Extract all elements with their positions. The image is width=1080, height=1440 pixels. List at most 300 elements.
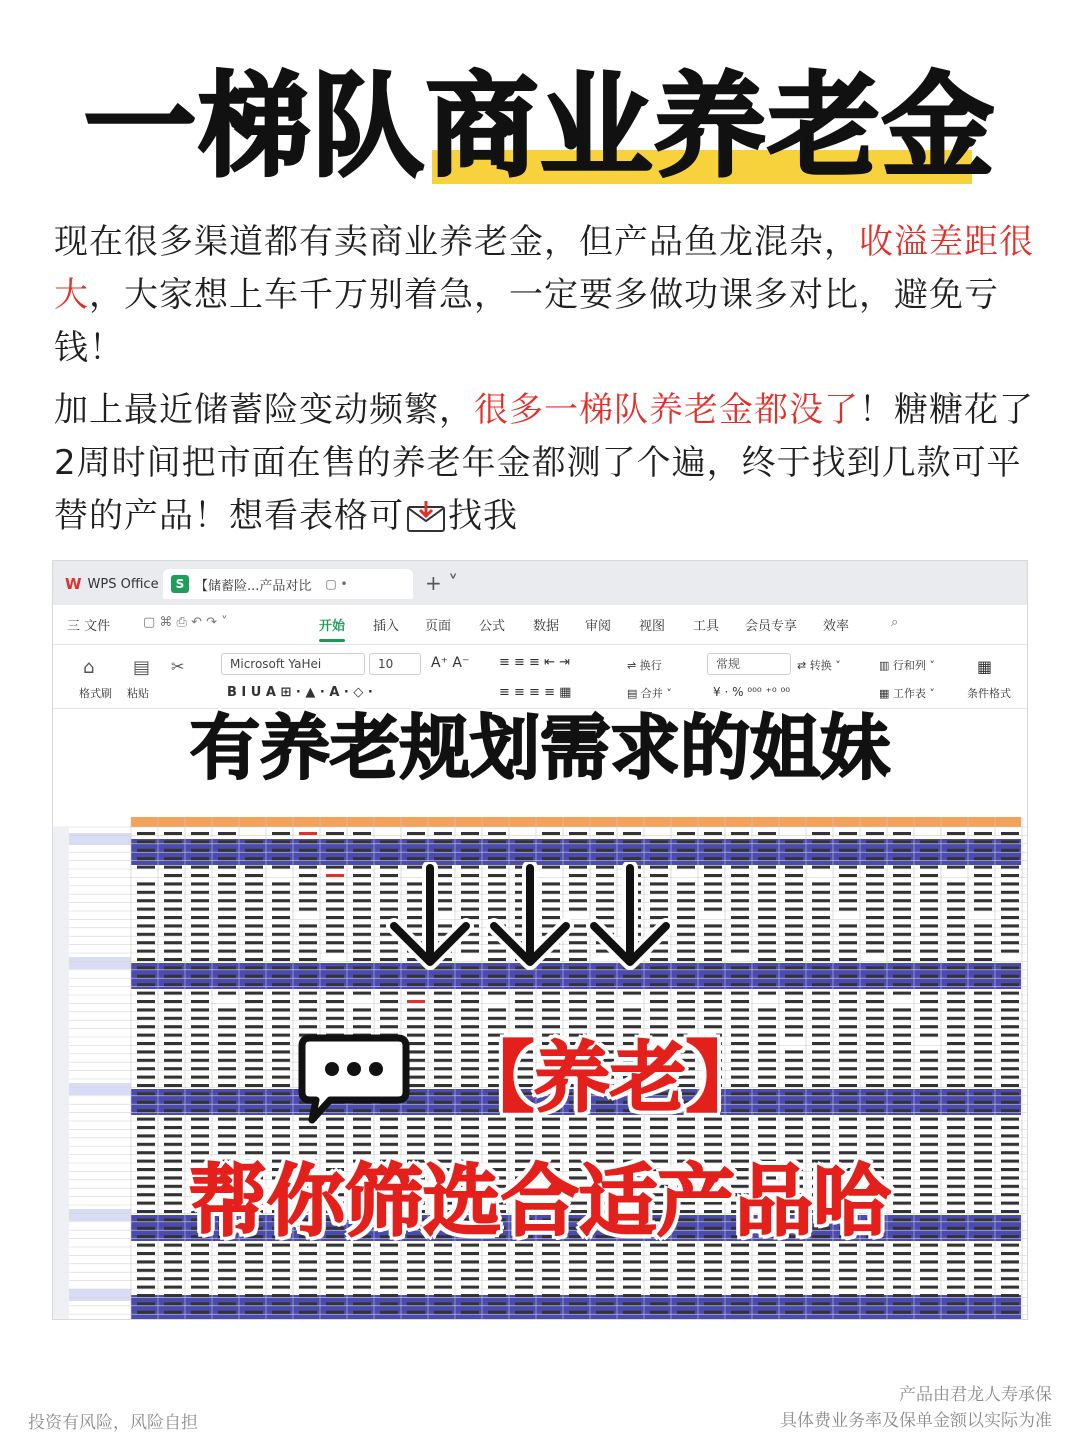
grid-cell-mark: [515, 1286, 533, 1289]
grid-cell-mark: [353, 975, 371, 978]
grid-cell-mark: [731, 950, 749, 953]
menu-view[interactable]: 视图: [639, 619, 666, 634]
grid-cell-mark: [731, 1319, 749, 1320]
grid-cell-mark: [974, 1269, 992, 1272]
grid-cell-mark: [839, 1042, 857, 1045]
grid-cell-mark: [947, 1101, 965, 1104]
grid-cell-mark: [137, 1311, 155, 1314]
grid-cell-mark: [326, 882, 344, 885]
grid-cell-mark: [650, 1143, 668, 1146]
grid-cell-mark: [407, 1302, 425, 1305]
grid-cell-mark: [893, 1118, 911, 1121]
font-size-select[interactable]: [369, 653, 421, 675]
number-style-icons[interactable]: ¥ · % ⁰⁰⁰ ⁺⁰ ⁰⁰: [713, 685, 791, 699]
grid-cell-mark: [569, 1126, 587, 1129]
grid-cell-mark: [191, 908, 209, 911]
worksheet-label: 工作表: [892, 687, 926, 700]
grid-cell-mark: [569, 1008, 587, 1011]
grid-cell-mark: [893, 1059, 911, 1062]
grid-cell-mark: [947, 1269, 965, 1272]
menu-tools[interactable]: 工具: [693, 619, 720, 634]
grid-cell-mark: [812, 1286, 830, 1289]
grid-cell-mark: [1001, 924, 1019, 927]
grid-cell-mark: [326, 1126, 344, 1129]
grid-cell-mark: [218, 1092, 236, 1095]
grid-cell-mark: [299, 924, 317, 927]
grid-cell-mark: [650, 1134, 668, 1137]
grid-cell-mark: [704, 1302, 722, 1305]
grid-cell-mark: [137, 1101, 155, 1104]
grid-cell-mark: [920, 1017, 938, 1020]
grid-cell-mark: [947, 1025, 965, 1028]
font-size-value: 10: [378, 657, 394, 671]
grid-cell-mark: [515, 857, 533, 860]
grid-cell-mark: [164, 1109, 182, 1112]
grid-cell-mark: [974, 1118, 992, 1121]
grid-cell-mark: [785, 966, 803, 969]
grid-cell-mark: [947, 1050, 965, 1053]
grid-cell-mark: [920, 941, 938, 944]
grid-cell-mark: [839, 1067, 857, 1070]
grid-cell-mark: [947, 975, 965, 978]
grid-cell-mark: [758, 1294, 776, 1297]
grid-cell-mark: [947, 1260, 965, 1263]
grid-cell-mark: [515, 1302, 533, 1305]
grid-cell-mark: [299, 1302, 317, 1305]
grid-cell-mark: [191, 924, 209, 927]
grid-cell-mark: [461, 1025, 479, 1028]
grid-cell-mark: [488, 849, 506, 852]
grid-cell-mark: [758, 874, 776, 877]
grid-cell-mark: [218, 1025, 236, 1028]
menu-insert[interactable]: 插入: [373, 619, 400, 634]
grid-cell-mark: [353, 1260, 371, 1263]
grid-cell-mark: [218, 1042, 236, 1045]
grid-cell-mark: [299, 1143, 317, 1146]
menu-member[interactable]: 会员专享: [745, 619, 798, 634]
grid-cell-mark: [650, 1302, 668, 1305]
grid-cell-mark: [353, 958, 371, 961]
grid-cell-mark: [947, 1092, 965, 1095]
grid-cell-mark: [488, 1008, 506, 1011]
grid-cell-mark: [947, 857, 965, 860]
tab-wps-home[interactable]: [65, 569, 159, 599]
grid-cell-mark: [731, 840, 749, 843]
grid-cell-mark: [731, 1302, 749, 1305]
grid-cell-mark: [974, 1294, 992, 1297]
grid-cell-mark: [920, 1059, 938, 1062]
grid-cell-mark: [974, 1042, 992, 1045]
grid-cell-mark: [947, 882, 965, 885]
grid-cell-mark: [920, 966, 938, 969]
grid-cell-mark: [704, 966, 722, 969]
grid-cell-mark: [704, 899, 722, 902]
grid-cell-mark: [164, 924, 182, 927]
font-grow-icon[interactable]: A⁺ A⁻: [431, 655, 470, 671]
grid-cell-mark: [272, 857, 290, 860]
new-tab-icon[interactable]: + ˅: [425, 571, 459, 595]
grid-cell-mark: [839, 1286, 857, 1289]
grid-cell-mark: [758, 1008, 776, 1011]
grid-cell-mark: [164, 975, 182, 978]
grid-cell-mark: [731, 983, 749, 986]
grid-cell-mark: [191, 1269, 209, 1272]
grid-cell-mark: [677, 1008, 695, 1011]
grid-cell-mark: [137, 1118, 155, 1121]
grid-cell-mark: [488, 1143, 506, 1146]
grid-cell-mark: [893, 849, 911, 852]
grid-cell-mark: [164, 1118, 182, 1121]
grid-cell-mark: [731, 933, 749, 936]
grid-cell-mark: [137, 1143, 155, 1146]
grid-cell-mark: [272, 1311, 290, 1314]
grid-cell-mark: [704, 1000, 722, 1003]
grid-cell-mark: [731, 874, 749, 877]
grid-cell-mark: [164, 916, 182, 919]
grid-cell-mark: [191, 941, 209, 944]
grid-cell-mark: [353, 1143, 371, 1146]
menu-file[interactable]: 三 文件: [67, 619, 111, 634]
grid-cell-mark: [974, 1000, 992, 1003]
grid-cell-mark: [488, 1260, 506, 1263]
grid-cell-mark: [839, 950, 857, 953]
grid-cell-mark: [245, 840, 263, 843]
grid-cell-mark: [920, 1319, 938, 1320]
grid-cell-mark: [758, 933, 776, 936]
grid-cell-mark: [569, 849, 587, 852]
grid-cell-mark: [839, 899, 857, 902]
grid-cell-mark: [650, 840, 668, 843]
grid-cell-mark: [758, 1319, 776, 1320]
grid-cell-mark: [947, 1076, 965, 1079]
grid-cell-mark: [326, 849, 344, 852]
grid-cell-mark: [893, 1092, 911, 1095]
grid-cell-mark: [650, 1319, 668, 1320]
grid-cell-mark: [596, 1269, 614, 1272]
grid-cell-mark: [164, 849, 182, 852]
grid-cell-mark: [407, 992, 425, 995]
grid-cell-mark: [758, 924, 776, 927]
grid-cell-mark: [515, 1143, 533, 1146]
grid-cell-mark: [704, 1294, 722, 1297]
grid-cell-mark: [326, 992, 344, 995]
grid-cell-mark: [974, 832, 992, 835]
grid-cell-mark: [569, 1143, 587, 1146]
intro-p2-highlight: 很多一梯队养老金都没了: [474, 390, 859, 430]
grid-cell-mark: [947, 1059, 965, 1062]
grid-cell-mark: [893, 1311, 911, 1314]
grid-cell-mark: [218, 891, 236, 894]
grid-cell-mark: [137, 832, 155, 835]
grid-cell-mark: [1001, 1000, 1019, 1003]
menu-efficiency[interactable]: 效率: [823, 619, 850, 634]
grid-cell-mark: [758, 1134, 776, 1137]
grid-cell-mark: [569, 1000, 587, 1003]
grid-cell-mark: [1001, 1277, 1019, 1280]
grid-cell-mark: [434, 832, 452, 835]
grid-cell-mark: [920, 924, 938, 927]
grid-cell-mark: [137, 1277, 155, 1280]
grid-cell-mark: [677, 1319, 695, 1320]
grid-cell-mark: [353, 1286, 371, 1289]
grid-cell-mark: [191, 891, 209, 894]
grid-cell-mark: [839, 1050, 857, 1053]
grid-cell-mark: [353, 1294, 371, 1297]
grid-cell-mark: [353, 1017, 371, 1020]
grid-cell-mark: [812, 992, 830, 995]
grid-cell-mark: [704, 1143, 722, 1146]
grid-cell-mark: [839, 975, 857, 978]
grid-cell-mark: [542, 1277, 560, 1280]
grid-cell-mark: [947, 1311, 965, 1314]
grid-cell-mark: [137, 1084, 155, 1087]
grid-cell-mark: [164, 950, 182, 953]
font-family-select[interactable]: [221, 653, 365, 675]
grid-cell-mark: [245, 1101, 263, 1104]
grid-cell-mark: [731, 857, 749, 860]
grid-cell-mark: [191, 992, 209, 995]
grid-cell-mark: [542, 1302, 560, 1305]
row-col-button[interactable]: ▥ 行和列 ˅: [879, 659, 935, 672]
grid-cell-mark: [812, 1311, 830, 1314]
grid-cell-mark: [866, 1277, 884, 1280]
grid-cell-mark: [974, 849, 992, 852]
search-icon[interactable]: ⌕: [891, 615, 899, 630]
grid-cell-mark: [272, 975, 290, 978]
grid-cell-mark: [326, 1134, 344, 1137]
grid-cell-mark: [1001, 1059, 1019, 1062]
grid-cell-mark: [326, 1311, 344, 1314]
menu-home[interactable]: 开始: [319, 615, 345, 634]
grid-cell-mark: [542, 1134, 560, 1137]
number-format-select[interactable]: [707, 653, 791, 675]
grid-cell-mark: [191, 1017, 209, 1020]
grid-cell-mark: [947, 916, 965, 919]
grid-cell-mark: [245, 857, 263, 860]
grid-cell-mark: [866, 924, 884, 927]
grid-cell-mark: [245, 1050, 263, 1053]
grid-cell-mark: [434, 840, 452, 843]
grid-cell-mark: [191, 958, 209, 961]
grid-cell-mark: [839, 924, 857, 927]
wrap-text-button[interactable]: ⇌ 换行: [627, 659, 662, 672]
grid-cell-mark: [191, 1126, 209, 1129]
convert-button[interactable]: ⇄ 转换 ˅: [797, 659, 841, 672]
grid-cell-mark: [812, 1294, 830, 1297]
grid-cell-mark: [974, 874, 992, 877]
grid-cell-mark: [812, 1059, 830, 1062]
grid-cell-mark: [947, 908, 965, 911]
menu-data[interactable]: 数据: [533, 619, 560, 634]
grid-cell-mark: [434, 1260, 452, 1263]
grid-cell-mark: [596, 840, 614, 843]
grid-cell-mark: [650, 992, 668, 995]
paste-icon[interactable]: ▤: [133, 657, 151, 678]
grid-cell-mark: [704, 874, 722, 877]
grid-cell-mark: [245, 1311, 263, 1314]
grid-cell-mark: [326, 1025, 344, 1028]
intro-p2-text-b: ！糖糖花了2周时间把市面在售的养老年金都测了个遍，终于找到几款可平替的产品！想看表格可: [54, 390, 1034, 536]
menu-page[interactable]: 页面: [425, 619, 452, 634]
grid-cell-mark: [758, 941, 776, 944]
grid-cell-mark: [650, 1286, 668, 1289]
grid-cell-mark: [191, 1084, 209, 1087]
grid-cell-mark: [812, 975, 830, 978]
font-style-icons[interactable]: B I U A ⊞ · ▲ · A · ◇ ·: [227, 685, 373, 700]
grid-cell-mark: [272, 1042, 290, 1045]
tab-document[interactable]: [163, 569, 413, 599]
tab-options-icon[interactable]: ▢ •: [325, 577, 348, 591]
grid-cell-mark: [785, 1134, 803, 1137]
grid-cell-mark: [218, 941, 236, 944]
grid-cell-mark: [353, 950, 371, 953]
grid-cell-mark: [137, 1076, 155, 1079]
grid-cell-mark: [677, 1000, 695, 1003]
grid-cell-mark: [191, 1260, 209, 1263]
grid-cell-mark: [785, 1017, 803, 1020]
grid-cell-mark: [218, 1269, 236, 1272]
grid-cell-mark: [569, 840, 587, 843]
cut-icon[interactable]: ✂: [171, 657, 185, 676]
grid-cell-mark: [569, 1294, 587, 1297]
grid-cell-mark: [137, 1067, 155, 1070]
grid-cell-mark: [839, 1076, 857, 1079]
grid-cell-mark: [164, 1319, 182, 1320]
grid-cell-mark: [245, 1277, 263, 1280]
grid-cell-mark: [785, 1025, 803, 1028]
grid-cell-mark: [218, 1294, 236, 1297]
grid-cell-mark: [218, 983, 236, 986]
grid-cell-mark: [380, 1143, 398, 1146]
grid-cell-mark: [380, 975, 398, 978]
grid-cell-mark: [704, 958, 722, 961]
grid-cell-mark: [326, 857, 344, 860]
grid-cell-mark: [812, 1042, 830, 1045]
grid-cell-mark: [704, 908, 722, 911]
grid-cell-mark: [488, 840, 506, 843]
menu-formula[interactable]: 公式: [479, 619, 506, 634]
grid-cell-mark: [866, 1143, 884, 1146]
conditional-format-icon[interactable]: ▦: [977, 657, 993, 676]
grid-cell-mark: [758, 908, 776, 911]
grid-cell-mark: [677, 1017, 695, 1020]
grid-cell-mark: [677, 1269, 695, 1272]
worksheet-button[interactable]: ▦ 工作表 ˅: [879, 687, 935, 700]
grid-cell-mark: [191, 1025, 209, 1028]
grid-cell-mark: [1001, 1092, 1019, 1095]
grid-cell-mark: [380, 983, 398, 986]
grid-cell-mark: [704, 933, 722, 936]
grid-cell-mark: [326, 840, 344, 843]
grid-cell-mark: [137, 950, 155, 953]
grid-cell-mark: [623, 1269, 641, 1272]
grid-cell-mark: [569, 1311, 587, 1314]
grid-cell-mark: [164, 983, 182, 986]
grid-cell-mark: [596, 1017, 614, 1020]
menu-review[interactable]: 审阅: [585, 619, 612, 634]
grid-cell-mark: [515, 975, 533, 978]
grid-cell-mark: [245, 1269, 263, 1272]
format-painter-label[interactable]: 格式刷: [79, 687, 112, 700]
grid-cell-mark: [785, 1260, 803, 1263]
grid-cell-mark: [218, 1050, 236, 1053]
grid-cell-mark: [704, 1260, 722, 1263]
grid-cell-mark: [353, 1008, 371, 1011]
grid-cell-mark: [866, 1050, 884, 1053]
intro-p1-text-a: 现在很多渠道都有卖商业养老金，但产品鱼龙混杂，: [54, 222, 859, 262]
grid-cell-mark: [866, 882, 884, 885]
grid-cell-mark: [380, 1000, 398, 1003]
grid-cell-mark: [623, 1143, 641, 1146]
grid-cell-mark: [947, 1042, 965, 1045]
grid-cell-mark: [488, 1134, 506, 1137]
grid-cell-mark: [785, 933, 803, 936]
risk-disclaimer: 投资有风险，风险自担: [28, 1413, 198, 1433]
grid-cell-mark: [164, 1067, 182, 1070]
align-bottom-icons[interactable]: ≡ ≡ ≡ ≡ ▦: [499, 685, 572, 700]
grid-cell-mark: [785, 1319, 803, 1320]
grid-cell-mark: [920, 958, 938, 961]
grid-cell-mark: [245, 1008, 263, 1011]
grid-cell-mark: [488, 1286, 506, 1289]
grid-cell-mark: [164, 1260, 182, 1263]
grid-cell-mark: [812, 958, 830, 961]
grid-cell-mark: [785, 1294, 803, 1297]
toolbar-quick-icons[interactable]: ▢ ⌘ ⎙ ↶ ↷ ˅: [143, 615, 228, 630]
grid-cell-mark: [353, 941, 371, 944]
grid-cell-mark: [326, 1294, 344, 1297]
grid-cell-mark: [164, 1017, 182, 1020]
grid-cell-mark: [812, 1034, 830, 1037]
format-painter-icon[interactable]: ⌂: [83, 657, 95, 678]
grid-cell-mark: [299, 1134, 317, 1137]
grid-cell-mark: [650, 1126, 668, 1129]
align-top-icons[interactable]: ≡ ≡ ≡ ⇤ ⇥: [499, 655, 570, 670]
grid-cell-mark: [947, 1286, 965, 1289]
grid-cell-mark: [785, 882, 803, 885]
conditional-format-label[interactable]: 条件格式: [967, 687, 1011, 700]
grid-cell-mark: [542, 1286, 560, 1289]
grid-cell-mark: [974, 908, 992, 911]
grid-cell-mark: [353, 916, 371, 919]
grid-cell-mark: [623, 857, 641, 860]
grid-cell-mark: [650, 1008, 668, 1011]
paste-label[interactable]: 粘贴: [127, 687, 149, 700]
grid-cell-mark: [191, 1000, 209, 1003]
grid-cell-mark: [704, 1126, 722, 1129]
grid-cell-mark: [947, 958, 965, 961]
grid-cell-mark: [947, 933, 965, 936]
grid-cell-mark: [515, 849, 533, 852]
merge-button[interactable]: ▤ 合并 ˅: [627, 687, 672, 700]
grid-cell-mark: [299, 866, 317, 869]
grid-cell-mark: [839, 1118, 857, 1121]
grid-cell-mark: [893, 1294, 911, 1297]
grid-cell-mark: [272, 1017, 290, 1020]
grid-cell-mark: [164, 1042, 182, 1045]
grid-cell-mark: [704, 1319, 722, 1320]
grid-cell-mark: [785, 1269, 803, 1272]
grid-cell-mark: [191, 1302, 209, 1305]
grid-cell-mark: [596, 1260, 614, 1263]
grid-cell-mark: [1001, 1319, 1019, 1320]
grid-cell-mark: [407, 975, 425, 978]
grid-cell-mark: [839, 1143, 857, 1146]
grid-cell-mark: [974, 866, 992, 869]
grid-cell-mark: [1001, 849, 1019, 852]
font-family-value: Microsoft YaHei: [230, 657, 322, 671]
grid-cell-mark: [596, 1319, 614, 1320]
